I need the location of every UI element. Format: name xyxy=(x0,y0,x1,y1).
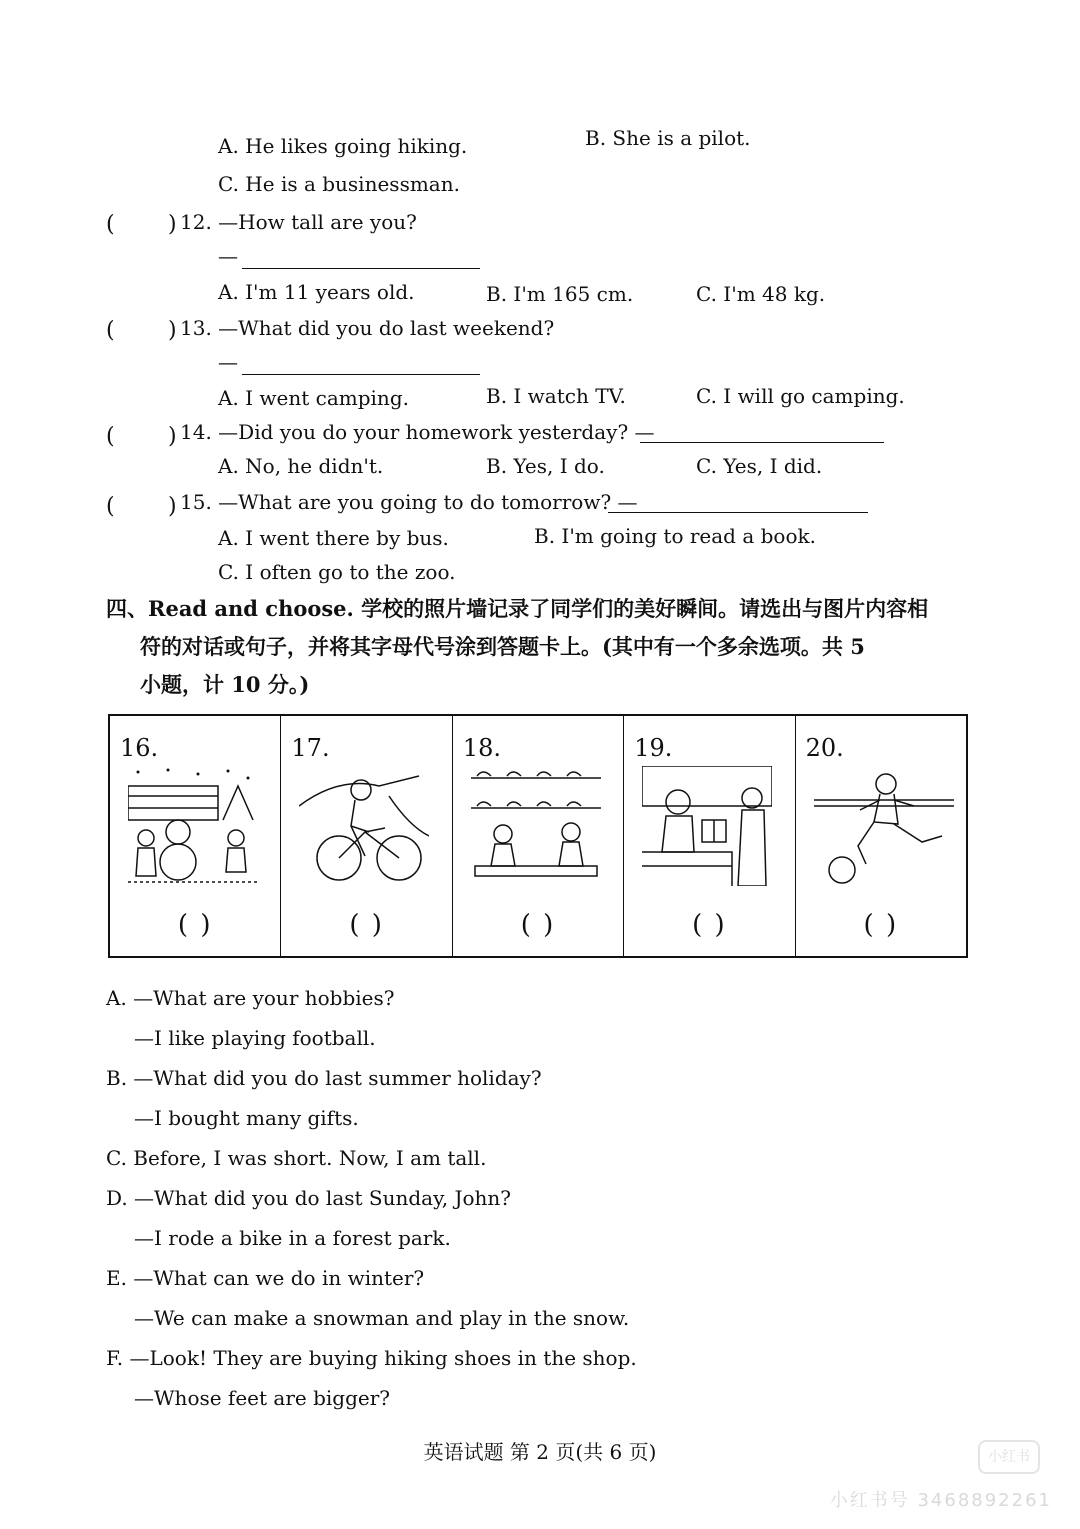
option-a-question: A. —What are your hobbies? xyxy=(106,986,395,1010)
snowman-scene-icon xyxy=(128,766,258,886)
picture-number: 16. xyxy=(120,734,159,762)
answer-blank: ( ) xyxy=(863,910,899,940)
option-f-question: F. —Look! They are buying hiking shoes in the shop. xyxy=(106,1346,637,1370)
picture-grid xyxy=(108,714,968,958)
q13-answer-blank xyxy=(242,374,480,375)
q14-option-c: C. Yes, I did. xyxy=(696,454,823,478)
picture-cell-18 xyxy=(453,716,624,956)
picture-cell-17 xyxy=(281,716,452,956)
option-d-question: D. —What did you do last Sunday, John? xyxy=(106,1186,511,1210)
option-c-sentence: C. Before, I was short. Now, I am tall. xyxy=(106,1146,487,1170)
q14-option-a: A. No, he didn't. xyxy=(218,454,384,478)
picture-cell-20 xyxy=(796,716,966,956)
watermark-text: 小红书号 3468892261 xyxy=(829,1490,1052,1511)
q12-option-a: A. I'm 11 years old. xyxy=(218,280,415,304)
q12-option-b: B. I'm 165 cm. xyxy=(486,282,634,306)
picture-cell-19 xyxy=(624,716,795,956)
answer-blank: ( ) xyxy=(349,910,384,940)
gift-shop-icon xyxy=(642,766,772,886)
q12-answer-paren-open: ( xyxy=(106,212,115,237)
q14-answer-paren-open: ( xyxy=(106,424,115,449)
q14-answer-blank xyxy=(640,442,884,443)
q15-answer-paren-open: ( xyxy=(106,494,115,519)
q15-answer-paren-close: ) xyxy=(168,494,177,519)
section4-instruction-line1: 四、Read and choose. 学校的照片墙记录了同学们的美好瞬间。请选出与图片内容相 xyxy=(106,596,929,621)
q15-option-b: B. I'm going to read a book. xyxy=(534,524,816,548)
option-e-question: E. —What can we do in winter? xyxy=(106,1266,425,1290)
football-boy-icon xyxy=(814,766,954,886)
q13-answer-paren-open: ( xyxy=(106,318,115,343)
q14-answer-paren-close: ) xyxy=(168,424,177,449)
answer-blank: ( ) xyxy=(692,910,727,940)
q14-option-b: B. Yes, I do. xyxy=(486,454,605,478)
picture-number: 18. xyxy=(462,734,501,762)
q15-answer-blank xyxy=(608,512,868,513)
option-d-answer: —I rode a bike in a forest park. xyxy=(134,1226,451,1250)
q14-stem: 14. —Did you do your homework yesterday? — xyxy=(180,420,655,444)
q11-option-b: B. She is a pilot. xyxy=(585,126,751,150)
watermark-logo: 小红书 xyxy=(978,1440,1040,1474)
q13-reply-dash: — xyxy=(218,350,238,374)
answer-blank: ( ) xyxy=(177,910,213,940)
q13-stem: 13. —What did you do last weekend? xyxy=(180,316,555,340)
q12-reply-dash: — xyxy=(218,244,238,268)
q11-option-a: A. He likes going hiking. xyxy=(218,134,468,158)
picture-number: 17. xyxy=(291,734,330,762)
q13-option-b: B. I watch TV. xyxy=(486,384,626,408)
q11-option-c: C. He is a businessman. xyxy=(218,172,460,196)
shoe-shop-icon xyxy=(471,766,601,886)
q12-answer-blank xyxy=(242,268,480,269)
cycling-boy-icon xyxy=(299,766,429,886)
q15-option-a: A. I went there by bus. xyxy=(218,526,449,550)
q13-answer-paren-close: ) xyxy=(168,318,177,343)
option-e-answer: —We can make a snowman and play in the snow. xyxy=(134,1306,630,1330)
q13-option-a: A. I went camping. xyxy=(218,386,409,410)
q13-option-c: C. I will go camping. xyxy=(696,384,905,408)
picture-number: 19. xyxy=(634,734,673,762)
option-f-answer: —Whose feet are bigger? xyxy=(134,1386,391,1410)
q15-option-c: C. I often go to the zoo. xyxy=(218,560,456,584)
option-b-question: B. —What did you do last summer holiday? xyxy=(106,1066,542,1090)
section4-instruction-line2: 符的对话或句子，并将其字母代号涂到答题卡上。(其中有一个多余选项。共 5 xyxy=(140,634,865,659)
picture-cell-16 xyxy=(110,716,281,956)
q12-stem: 12. —How tall are you? xyxy=(180,210,417,234)
answer-blank: ( ) xyxy=(520,910,556,940)
option-b-answer: —I bought many gifts. xyxy=(134,1106,359,1130)
q15-stem: 15. —What are you going to do tomorrow? — xyxy=(180,490,638,514)
page-footer: 英语试题 第 2 页(共 6 页) xyxy=(423,1440,657,1464)
q12-answer-paren-close: ) xyxy=(168,212,177,237)
picture-number: 20. xyxy=(805,734,844,762)
option-a-answer: —I like playing football. xyxy=(134,1026,376,1050)
q12-option-c: C. I'm 48 kg. xyxy=(696,282,826,306)
section4-instruction-line3: 小题，计 10 分。) xyxy=(140,672,310,697)
